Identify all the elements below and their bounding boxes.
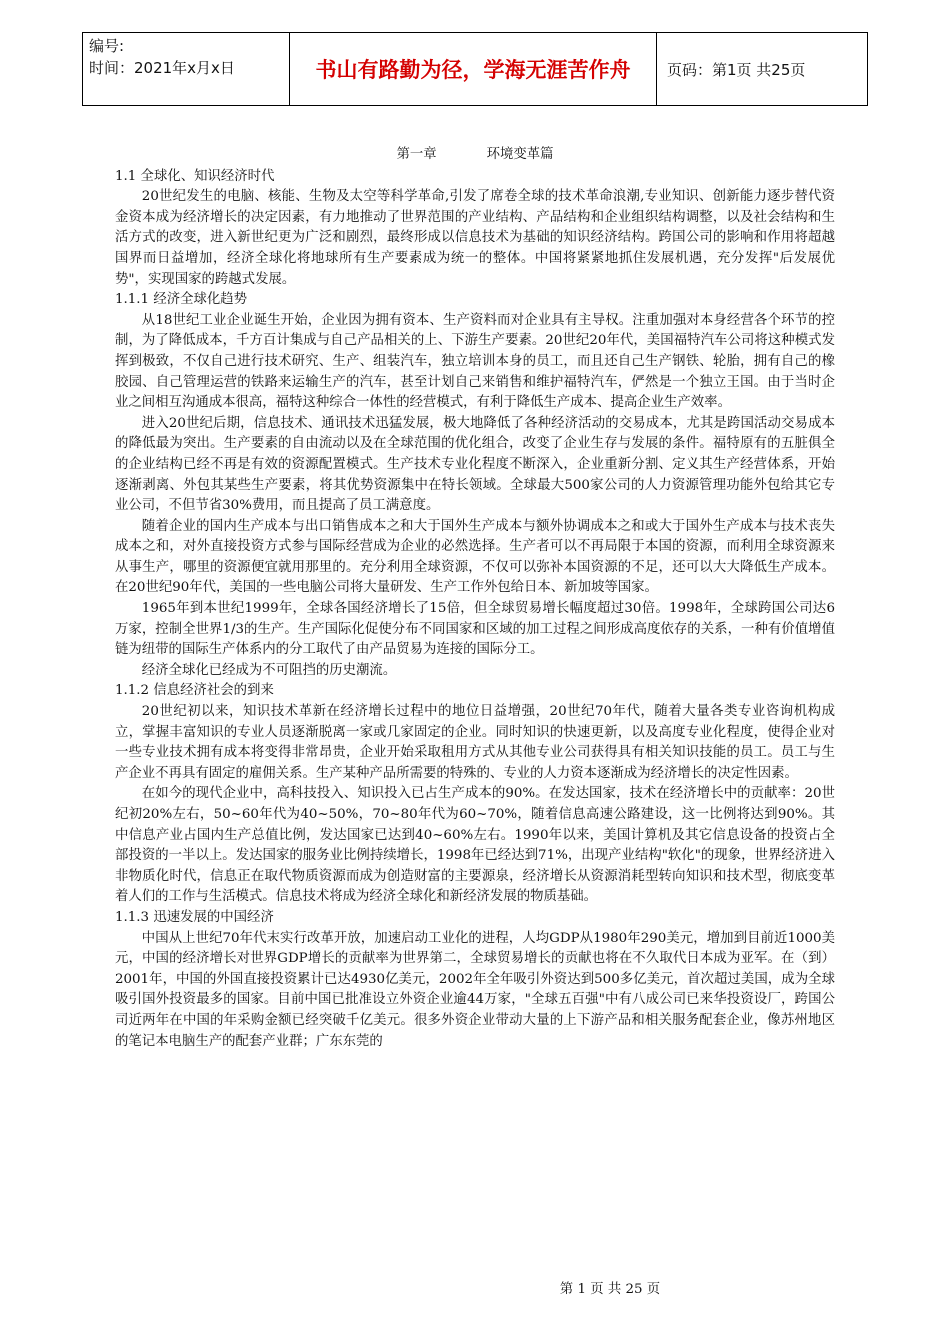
paragraph: 1965年到本世纪1999年，全球各国经济增长了15倍，但全球贸易增长幅度超过30倍。1998年，全球跨国公司达6万家，控制全世界1/3的生产。生产国际化促使分布不同国家和区域的加工过程之间形成高度依存的关系，一种有价值增值链为纽带的国际生产体系内的分工取代了由产品贸易为连接的国际分工。 [115,601,835,658]
paragraph: 从18世纪工业企业诞生开始，企业因为拥有资本、生产资料而对企业具有主导权。注重加强对本身经营各个环节的控制，为了降低成本，千方百计集成与自己产品相关的上、下游生产要素。20世纪20年代，美国福特汽车公司将这种模式发挥到极致，不仅自己进行技术研究、生产、组装汽车，独立培训本身的员工，而且还自己生产钢铁、轮胎，拥有自己的橡胶园、自己管理运营的铁路来运输生产的汽车，甚至计划自己来销售和维护福特汽车，俨然是一个独立王国。由于当时企业之间相互沟通成本很高，福特这种综合一体性的经营模式，有利于降低生产成本、提高企业生产效率。 [115,312,835,411]
header-meta-cell [83,33,290,106]
document-header [82,32,868,106]
section-heading-1-1-1: 1.1.1 经济全球化趋势 [115,292,248,308]
section-heading-1-1-2: 1.1.2 信息经济社会的到来 [115,683,274,699]
header-page-info: 页码：第1页 共25页 [657,33,868,106]
chapter-title [115,145,835,166]
paragraph: 20世纪发生的电脑、核能、生物及太空等科学革命,引发了席卷全球的技术革命浪潮,专业知识、创新能力逐步替代资金资本成为经济增长的决定因素，有力地推动了世界范围的产业结构、产品结构和企业组织结构调整，以及社会结构和生活方式的改变，进入新世纪更为广泛和剧烈，最终形成以信息技术为基础的知识经济结构。跨国公司的影响和作用将超越国界而日益增加，经济全球化将地球所有生产要素成为统一的整体。中国将紧紧地抓住发展机遇，充分发挥"后发展优势"，实现国家的跨越式发展。 [115,189,835,287]
paragraph: 中国从上世纪70年代末实行改革开放，加速启动工业化的进程，人均GDP从1980年290美元，增加到目前近1000美元，中国的经济增长对世界GDP增长的贡献率为世界第二，全球贸易增长的贡献也将在不久取代日本成为亚军。在（到）2001年，中国的外国直接投资累计已达4930亿美元，2002年全年吸引外资达到500多亿美元，首次超过美国，成为全球吸引国外投资最多的国家。目前中国已批准设立外资企业逾44万家，"全球五百强"中有八成公司已来华投资设厂，跨国公司近两年在中国的年采购金额已经突破千亿美元。很多外资企业带动大量的上下游产品和相关服务配套企业，像苏州地区的笔记本电脑生产的配套产业群；广东东莞的 [115,930,835,1049]
section-heading-1-1-3: 1.1.3 迅速发展的中国经济 [115,909,274,925]
paragraph: 随着企业的国内生产成本与出口销售成本之和大于国外生产成本与额外协调成本之和或大于国外生产成本与技术丧失成本之和，对外直接投资方式参与国际经营成为企业的必然选择。生产者可以不再局限于本国的资源，而利用全球资源来从事生产，哪里的资源便宜就用那里的。充分利用全球资源，不仅可以弥补本国资源的不足，还可以大大降低生产成本。在20世纪90年代，美国的一些电脑公司将大量研发、生产工作外包给日本、新加坡等国家。 [115,518,835,596]
paragraph: 在如今的现代企业中，高科技投入、知识投入已占生产成本的90%。在发达国家，技术在经济增长中的贡献率：20世纪初20%左右，50~60年代为40~50%，70~80年代为60~70%，随着信息高速公路建设，这一比例将达到90%。其中信息产业占国内生产总值比例，发达国家已达到40~60%左右。1990年以来，美国计算机及其它信息设备的投资占全部投资的一半以上。发达国家的服务业比例持续增长，1998年已经达到71%，出现产业结构"软化"的现象，世界经济进入非物质化时代，信息正在取代物质资源而成为创造财富的主要源泉，经济增长从资源消耗型转向知识和技术型，彻底变革着人们的工作与生活模式。信息技术将成为经济全球化和新经济发展的物质基础。 [115,786,835,905]
chapter-name: 环境变革篇 [486,147,554,162]
header-motto: 书山有路勤为径，学海无涯苦作舟 [290,33,657,106]
number-label: 编号: [89,37,125,55]
page-footer: 第 1 页 共 25 页 [559,1282,661,1297]
chapter-number: 第一章 [396,147,437,162]
paragraph: 进入20世纪后期，信息技术、通讯技术迅猛发展，极大地降低了各种经济活动的交易成本，尤其是跨国活动交易成本的降低最为突出。生产要素的自由流动以及在全球范围的优化组合，改变了企业生存与发展的条件。福特原有的五脏俱全的企业结构已经不再是有效的资源配置模式。生产技术专业化程度不断深入，企业重新分割、定义其生产经营体系，开始逐渐剥离、外包其某些生产要素，将其优势资源集中在特长领域。全球最大500家公司的人力资源管理功能外包给其它专业公司，不但节省30%费用，而且提高了员工满意度。 [115,415,835,514]
section-heading-1-1: 1.1 全球化、知识经济时代 [115,168,275,184]
paragraph: 20世纪初以来，知识技术革新在经济增长过程中的地位日益增强，20世纪70年代，随着大量各类专业咨询机构成立，掌握丰富知识的专业人员逐渐脱离一家或几家固定的企业。同时知识的快速更新，以及高度专业化程度，使得企业对一些专业技术拥有成本将变得非常昂贵，企业开始采取租用方式从其他专业公司获得具有相关知识技能的员工。员工与生产企业不再具有固定的雇佣关系。生产某种产品所需要的特殊的、专业的人力资本逐渐成为经济增长的决定性因素。 [115,704,835,781]
time-label: 时间：2021年x月x日 [89,59,235,77]
paragraph: 经济全球化已经成为不可阻挡的历史潮流。 [141,662,397,678]
document-body [115,145,835,1052]
